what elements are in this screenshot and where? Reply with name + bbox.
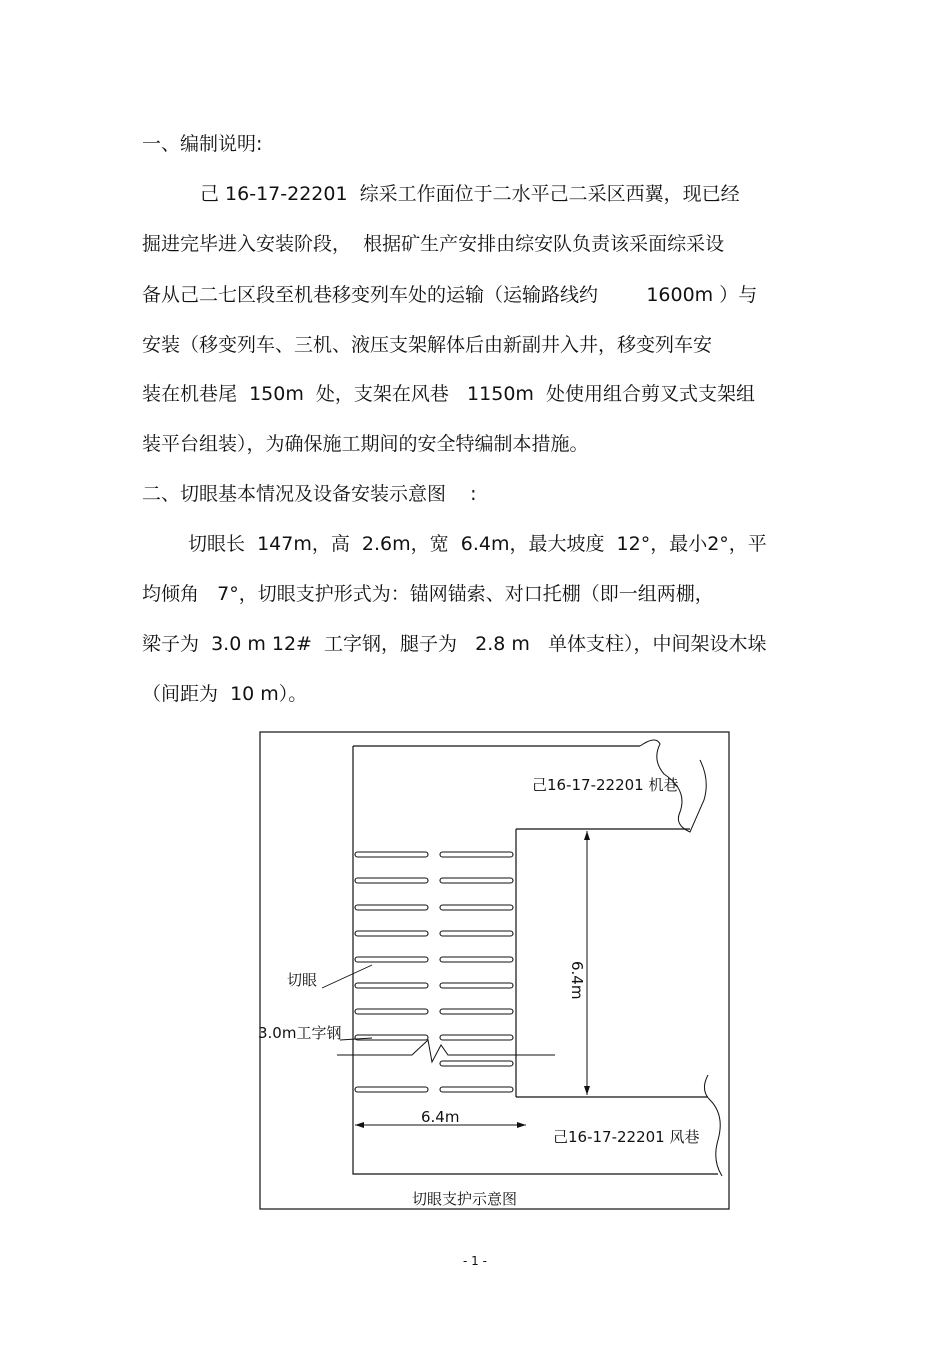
beam-left-4 [355, 931, 428, 936]
beam-left-2 [355, 878, 428, 883]
beam-rows [355, 852, 513, 1092]
beam-left-1 [355, 852, 428, 857]
section1-line-5: 装在机巷尾 150m 处，支架在风巷 1150m 处使用组合剪叉式支架组 [142, 383, 755, 405]
beam-left-3 [355, 905, 428, 910]
height-arrow-top [584, 831, 590, 840]
width-arrow-left [355, 1122, 364, 1128]
width-label: 6.4m [421, 1108, 460, 1126]
section2-line-3: 梁子为 3.0 m 12# 工字钢，腿子为 2.8 m 单体支柱），中间架设木垛 [142, 633, 767, 655]
section1-heading: 一、编制说明: [142, 133, 263, 155]
bottom-roadway-break [704, 1075, 722, 1176]
beam-right-9 [440, 1061, 513, 1066]
beam-right-2 [440, 878, 513, 883]
beam-right-4 [440, 931, 513, 936]
section2-heading: 二、切眼基本情况及设备安装示意图 : [142, 483, 477, 505]
beam-right-6 [440, 983, 513, 988]
beam-left-7 [355, 1009, 428, 1014]
section1-line-2: 掘进完毕进入安装阶段， 根据矿生产安排由综安队负责该采面综采设 [142, 233, 725, 255]
section2-line-1: 切眼长 147m，高 2.6m，宽 6.4m，最大坡度 12°，最小2°，平 [188, 533, 767, 555]
beam-left-10 [355, 1087, 428, 1092]
beam-right-7 [440, 1009, 513, 1014]
bottom-roadway-label: 己16-17-22201 风巷 [553, 1128, 700, 1146]
beam-right-5 [440, 957, 513, 962]
section-break-line [337, 1040, 555, 1062]
beam-right-1 [440, 852, 513, 857]
section2-line-2: 均倾角 7°，切眼支护形式为：锚网锚索、对口托棚（即一组两棚， [142, 583, 714, 605]
section2-line-4: （间距为 10 m）。 [142, 683, 308, 705]
beam-right-3 [440, 905, 513, 910]
beam-left-8 [355, 1035, 428, 1040]
top-roadway-label: 己16-17-22201 机巷 [532, 776, 679, 794]
height-label: 6.4m [568, 961, 586, 1000]
section1-line-6: 装平台组装），为确保施工期间的安全特编制本措施。 [142, 433, 589, 455]
beam-right-10 [440, 1087, 513, 1092]
width-arrow-right [517, 1122, 526, 1128]
beam-right-8 [440, 1035, 513, 1040]
page-number: - 1 - [463, 1254, 487, 1268]
beam-left-6 [355, 983, 428, 988]
height-arrow-bottom [584, 1086, 590, 1095]
section1-line-1: 己 16-17-22201 综采工作面位于二水平己二采区西翼，现已经 [200, 183, 740, 205]
diagram-caption: 切眼支护示意图 [412, 1190, 518, 1208]
cut-label: 切眼 [287, 971, 318, 989]
section1-line-3: 备从己二七区段至机巷移变列车处的运输（运输路线约 1600m ）与 [142, 284, 758, 306]
beam-label: 3.0m工字钢 [258, 1024, 342, 1042]
beam-left-5 [355, 957, 428, 962]
section1-line-4: 安装（移变列车、三机、液压支架解体后由新副井入井，移变列车安 [142, 334, 713, 356]
